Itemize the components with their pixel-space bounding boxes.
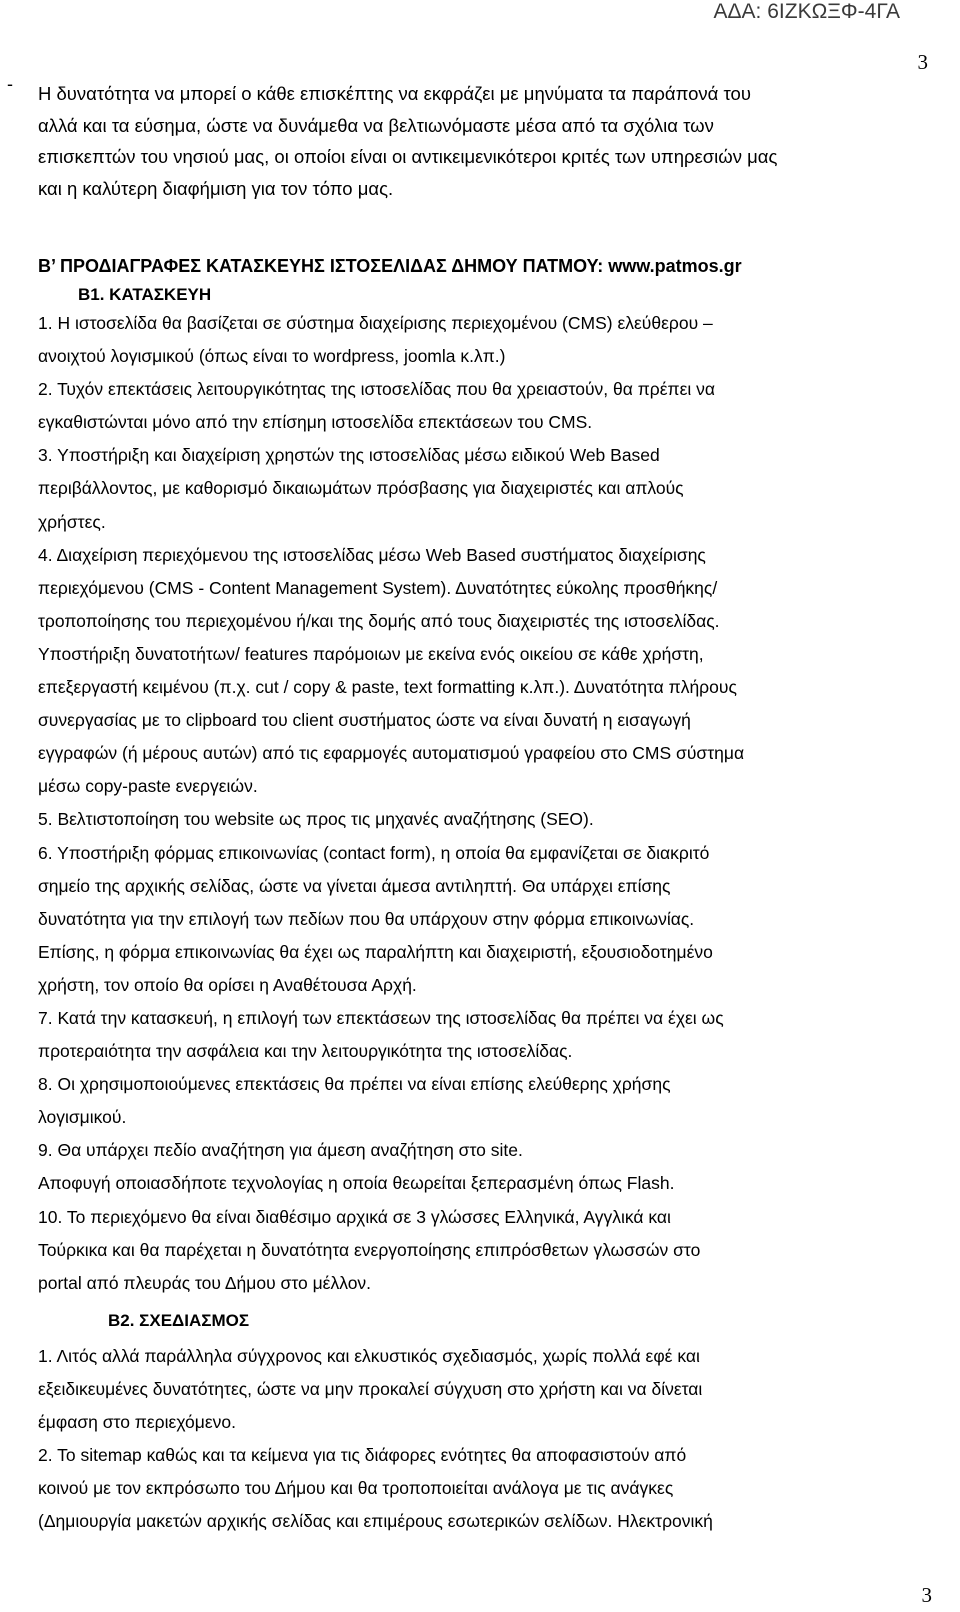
text-line: χρήστες. <box>38 511 106 532</box>
text-line: κοινού με τον εκπρόσωπο του Δήμου και θα τροποποιείται ανάλογα με τις ανάγκες <box>38 1478 674 1499</box>
text-line: περιεχόμενου (CMS - Content Management System). Δυνατότητες εύκολης προσθήκης/ <box>38 577 718 598</box>
text-line: έμφαση στο περιεχόμενο. <box>38 1412 237 1433</box>
text-line: 6. Υποστήριξη φόρμας επικοινωνίας (contact form), η οποία θα εμφανίζεται σε διακριτό <box>38 842 710 863</box>
b1-body <box>38 307 928 1300</box>
text-line: χρήστη, τον οποίο θα ορίσει η Αναθέτουσα Αρχή. <box>38 974 417 995</box>
ada-code: ΑΔΑ: 6ΙΖΚΩΞΦ-4ΓΑ <box>713 0 900 23</box>
text-line: μέσω copy-paste ενεργειών. <box>38 776 258 797</box>
text-line: επεξεργαστή κειμένου (π.χ. cut / copy & paste, text formatting κ.λπ.). Δυνατότητα πλήρους <box>38 677 737 698</box>
text-line: 10. Το περιεχόμενο θα είναι διαθέσιμο αρχικά σε 3 γλώσσες Ελληνικά, Αγγλικά και <box>38 1206 671 1227</box>
text-line: Επίσης, η φόρμα επικοινωνίας θα έχει ως παραλήπτη και διαχειριστή, εξουσιοδοτημένο <box>38 941 713 962</box>
text-line: δυνατότητα για την επιλογή των πεδίων που θα υπάρχουν στην φόρμα επικοινωνίας. <box>38 908 695 929</box>
text-line: εγγραφών (ή μέρους αυτών) από τις εφαρμογές αυτοματισμού γραφείου στο CMS σύστημα <box>38 743 745 764</box>
text-line: 2. Το sitemap καθώς και τα κείμενα για τις διάφορες ενότητες θα αποφασιστούν από <box>38 1445 687 1466</box>
text-line: σημείο της αρχικής σελίδας, ώστε να γίνεται άμεσα αντιληπτή. Θα υπάρχει επίσης <box>38 875 671 896</box>
b2-heading: Β2. ΣΧΕΔΙΑΣΜΟΣ <box>108 1311 250 1330</box>
text-line: 1. Η ιστοσελίδα θα βασίζεται σε σύστημα διαχείρισης περιεχομένου (CMS) ελεύθερου – <box>38 313 713 333</box>
text-line: Η δυνατότητα να μπορεί ο κάθε επισκέπτης να εκφράζει με μηνύματα τα παράπονά του <box>38 83 751 104</box>
text-line: (Δημιουργία μακετών αρχικής σελίδας και επιμέρους εσωτερικών σελίδων. Ηλεκτρονική <box>38 1511 713 1532</box>
text-line: Υποστήριξη δυνατοτήτων/ features παρόμοιων με εκείνα ενός οικείου σε κάθε χρήστη, <box>38 643 704 664</box>
text-line: 5. Βελτιστοποίηση του website ως προς τις μηχανές αναζήτησης (SEO). <box>38 809 594 830</box>
page-number-top: 3 <box>917 50 928 74</box>
text-line: επισκεπτών του νησιού μας, οι οποίοι είναι οι αντικειμενικότεροι κριτές των υπηρεσιών μας <box>38 146 778 167</box>
text-line: Αποφυγή οποιασδήποτε τεχνολογίας η οποία θεωρείται ξεπερασμένη όπως Flash. <box>38 1173 675 1194</box>
text-line: 9. Θα υπάρχει πεδίο αναζήτηση για άμεση αναζήτηση στο site. <box>38 1140 523 1161</box>
text-line: περιβάλλοντος, με καθορισμό δικαιωμάτων πρόσβασης για διαχειριστές και απλούς <box>38 478 684 499</box>
text-line: 8. Οι χρησιμοποιούμενες επεκτάσεις θα πρέπει να είναι επίσης ελεύθερης χρήσης <box>38 1074 671 1095</box>
intro-paragraph <box>38 78 918 204</box>
text-line: εγκαθιστώνται μόνο από την επίσημη ιστοσελίδα επεκτάσεων του CMS. <box>38 412 593 433</box>
text-line: 2. Τυχόν επεκτάσεις λειτουργικότητας της ιστοσελίδας που θα χρειαστούν, θα πρέπει να <box>38 379 716 400</box>
text-line: συνεργασίας με το clipboard του client συστήματος ώστε να είναι δυνατή η εισαγωγή <box>38 710 691 731</box>
b2-body <box>38 1340 928 1539</box>
text-line: και η καλύτερη διαφήμιση για τον τόπο μας. <box>38 177 394 199</box>
section-title: Β’ ΠΡΟΔΙΑΓΡΑΦΕΣ ΚΑΤΑΣΚΕΥΗΣ ΙΣΤΟΣΕΛΙΔΑΣ ΔΗΜΟΥ ΠΑΤΜΟΥ: www.patmos.gr <box>38 256 742 276</box>
b1-heading: Β1. ΚΑΤΑΣΚΕΥΗ <box>78 285 212 304</box>
text-line: Τούρκικα και θα παρέχεται η δυνατότητα ενεργοποίησης επιπρόσθετων γλωσσών στο <box>38 1239 701 1260</box>
text-line: τροποποίησης του περιεχομένου ή/και της δομής από τους διαχειριστές της ιστοσελίδας. <box>38 610 720 631</box>
text-line: portal από πλευράς του Δήμου στο μέλλον. <box>38 1272 372 1293</box>
text-line: εξειδικευμένες δυνατότητες, ώστε να μην προκαλεί σύγχυση στο χρήστη και να δίνεται <box>38 1379 703 1400</box>
text-line: 1. Λιτός αλλά παράλληλα σύγχρονος και ελκυστικός σχεδιασμός, χωρίς πολλά εφέ και <box>38 1346 700 1366</box>
text-line: προτεραιότητα την ασφάλεια και την λειτουργικότητα της ιστοσελίδας. <box>38 1041 573 1062</box>
text-line: λογισμικού. <box>38 1107 127 1128</box>
text-line: 3. Υποστήριξη και διαχείριση χρηστών της ιστοσελίδας μέσω ειδικού Web Based <box>38 445 660 466</box>
text-line: ανοιχτού λογισμικού (όπως είναι το wordpress, joomla κ.λπ.) <box>38 346 506 367</box>
page-number-bottom: 3 <box>921 1583 932 1607</box>
text-line: 7. Κατά την κατασκευή, η επιλογή των επεκτάσεων της ιστοσελίδας θα πρέπει να έχει ως <box>38 1007 724 1028</box>
text-line: αλλά και τα εύσημα, ώστε να δυνάμεθα να βελτιωνόμαστε μέσα από τα σχόλια των <box>38 114 714 136</box>
text-line: 4. Διαχείριση περιεχόμενου της ιστοσελίδας μέσω Web Based συστήματος διαχείρισης <box>38 544 706 565</box>
list-dash: - <box>7 74 13 94</box>
